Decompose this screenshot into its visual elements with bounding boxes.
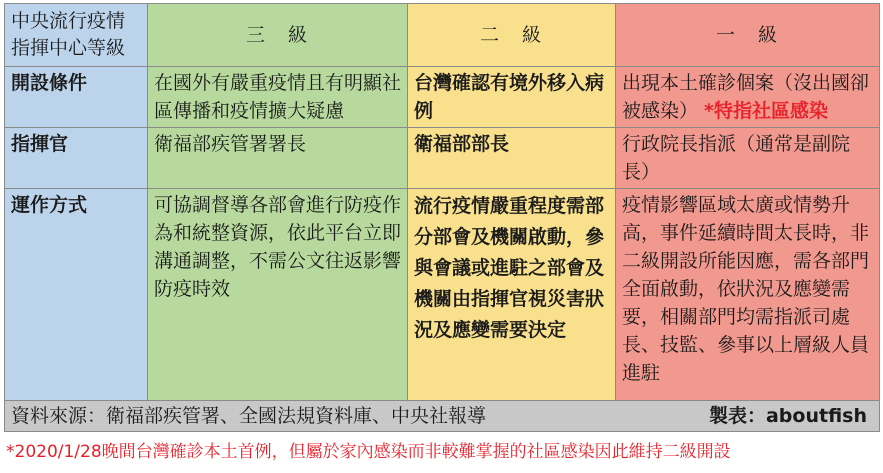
level2-operation: 流行疫情嚴重程度需部分部會及機關啟動，參與會議或進駐之部會及機關由指揮官視災害狀況及應變需要決定 bbox=[408, 189, 616, 401]
data-source-text: 資料來源：衛福部疾管署、全國法規資料庫、中央社報導 bbox=[11, 405, 487, 427]
table-footer-row bbox=[5, 401, 880, 432]
level1-operation: 疫情影響區域太廣或情勢升高，事件延續時間太長時，非二級開設所能因應，需各部門全面啟動，依狀況及應變需要，相關部門均需指派司處長、技監、參事以上層級人員進駐 bbox=[616, 189, 880, 401]
level2-commander: 衛福部部長 bbox=[408, 128, 616, 189]
table-footer-cell bbox=[5, 401, 880, 432]
table-credit-text: 製表：aboutfish bbox=[708, 405, 867, 427]
table-header-row bbox=[5, 4, 880, 67]
table-row bbox=[5, 128, 880, 189]
comparison-table-sheet bbox=[4, 3, 879, 432]
header-level1-cell: 一 級 bbox=[616, 4, 880, 67]
level1-setup-condition bbox=[616, 67, 880, 128]
header-level2-cell: 二 級 bbox=[408, 4, 616, 67]
row-label-operation: 運作方式 bbox=[5, 189, 148, 401]
epidemic-command-center-levels-table bbox=[4, 3, 880, 432]
level3-operation: 可協調督導各部會進行防疫作為和統整資源，依此平台立即溝通調整，不需公文往返影響防疫時效 bbox=[148, 189, 408, 401]
table-row bbox=[5, 189, 880, 401]
row-label-commander: 指揮官 bbox=[5, 128, 148, 189]
level1-setup-condition-text: 出現本土確診個案（沒出國卻被感染） bbox=[622, 72, 870, 122]
footnote-text: *2020/1/28晚間台灣確診本土首例，但屬於家內感染而非較難掌握的社區感染因此維持二級開設 bbox=[6, 442, 731, 462]
level3-setup-condition: 在國外有嚴重疫情且有明顯社區傳播和疫情擴大疑慮 bbox=[148, 67, 408, 128]
level1-commander: 行政院長指派（通常是副院長） bbox=[616, 128, 880, 189]
level2-setup-condition: 台灣確認有境外移入病例 bbox=[408, 67, 616, 128]
row-label-setup-condition: 開設條件 bbox=[5, 67, 148, 128]
header-level3-cell: 三 級 bbox=[148, 4, 408, 67]
community-infection-highlight: *特指社區感染 bbox=[704, 100, 828, 122]
level3-commander: 衛福部疾管署署長 bbox=[148, 128, 408, 189]
table-row bbox=[5, 67, 880, 128]
header-corner-cell: 中央流行疫情 指揮中心等級 bbox=[5, 4, 148, 67]
